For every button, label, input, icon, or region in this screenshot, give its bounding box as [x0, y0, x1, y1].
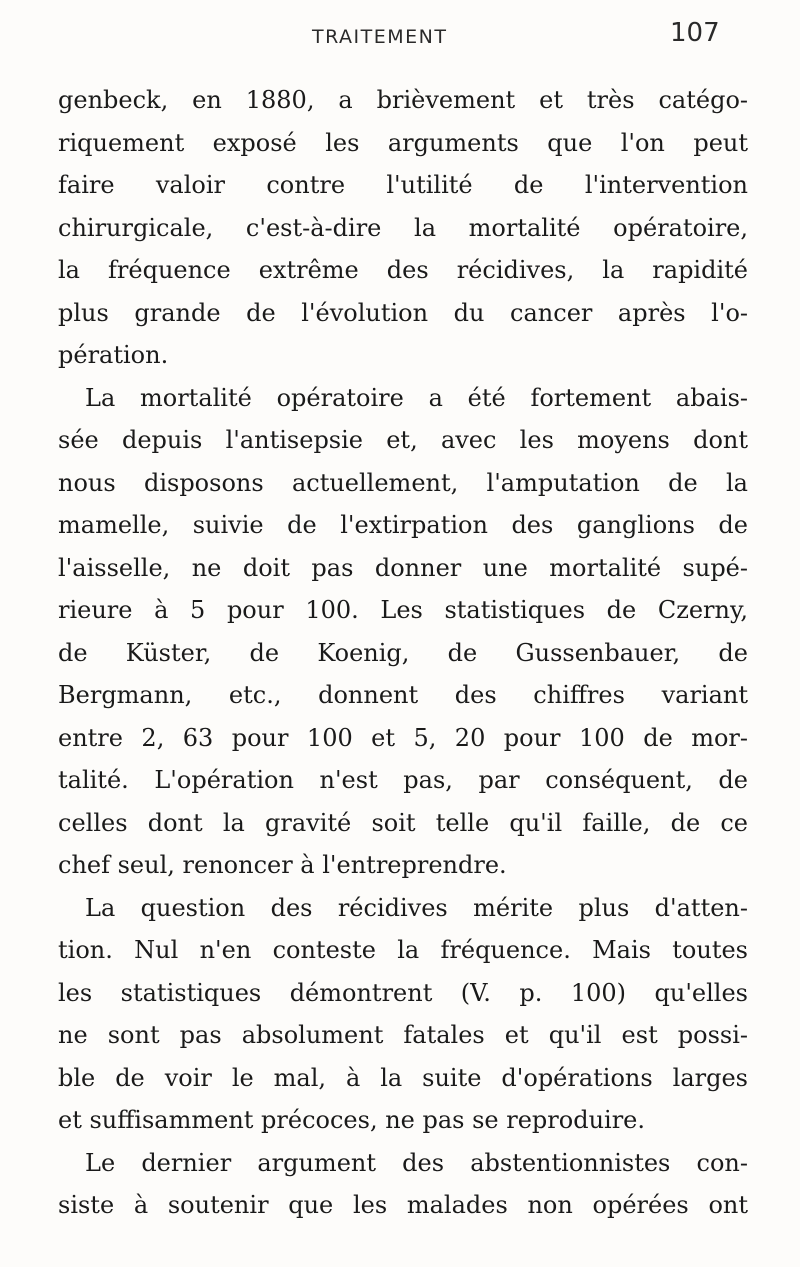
text-line: celles dont la gravité soit telle qu'il faille, de ce [58, 808, 748, 837]
page-number: 107 [670, 18, 720, 48]
text-line: les statistiques démontrent (V. p. 100) qu'elles [58, 978, 748, 1007]
paragraph-start-line: La question des récidives mérite plus d'atten- [85, 893, 748, 922]
text-line: faire valoir contre l'utilité de l'intervention [58, 171, 748, 199]
text-line: rieure à 5 pour 100. Les statistiques de Czerny, [58, 596, 748, 624]
text-line: siste à soutenir que les malades non opérées ont [58, 1191, 748, 1219]
text-line: plus grande de l'évolution du cancer après l'o- [58, 298, 748, 327]
text-line: genbeck, en 1880, a brièvement et très catégo- [58, 86, 748, 114]
paragraph-start-line: La mortalité opératoire a été fortement abais- [85, 383, 748, 412]
text-line: entre 2, 63 pour 100 et 5, 20 pour 100 de mor- [58, 723, 748, 752]
text-line: chef seul, renoncer à l'entreprendre. [58, 851, 507, 879]
text-line: de Küster, de Koenig, de Gussenbauer, de [58, 638, 748, 667]
text-line: l'aisselle, ne doit pas donner une mortalité supé- [58, 553, 748, 582]
text-line: pération. [58, 341, 169, 369]
text-line: tion. Nul n'en conteste la fréquence. Mais toutes [58, 936, 748, 964]
text-line: Bergmann, etc., donnent des chiffres variant [58, 681, 748, 709]
text-line: mamelle, suivie de l'extirpation des ganglions de [58, 511, 748, 539]
text-line: chirurgicale, c'est-à-dire la mortalité opératoire, [58, 213, 748, 242]
running-head: TRAITEMENT [312, 26, 448, 48]
text-line: nous disposons actuellement, l'amputation de la [58, 468, 748, 497]
text-line: sée depuis l'antisepsie et, avec les moyens dont [58, 426, 748, 454]
text-line: riquement exposé les arguments que l'on peut [58, 128, 748, 157]
text-line: et suffisamment précoces, ne pas se reproduire. [58, 1106, 646, 1134]
text-line: ble de voir le mal, à la suite d'opérations larges [58, 1063, 748, 1092]
text-line: talité. L'opération n'est pas, par conséquent, de [58, 766, 748, 794]
body-text [58, 79, 748, 1227]
text-line: la fréquence extrême des récidives, la rapidité [58, 256, 748, 284]
text-line: ne sont pas absolument fatales et qu'il est possi- [58, 1021, 748, 1049]
paragraph-start-line: Le dernier argument des abstentionnistes con- [85, 1148, 748, 1177]
